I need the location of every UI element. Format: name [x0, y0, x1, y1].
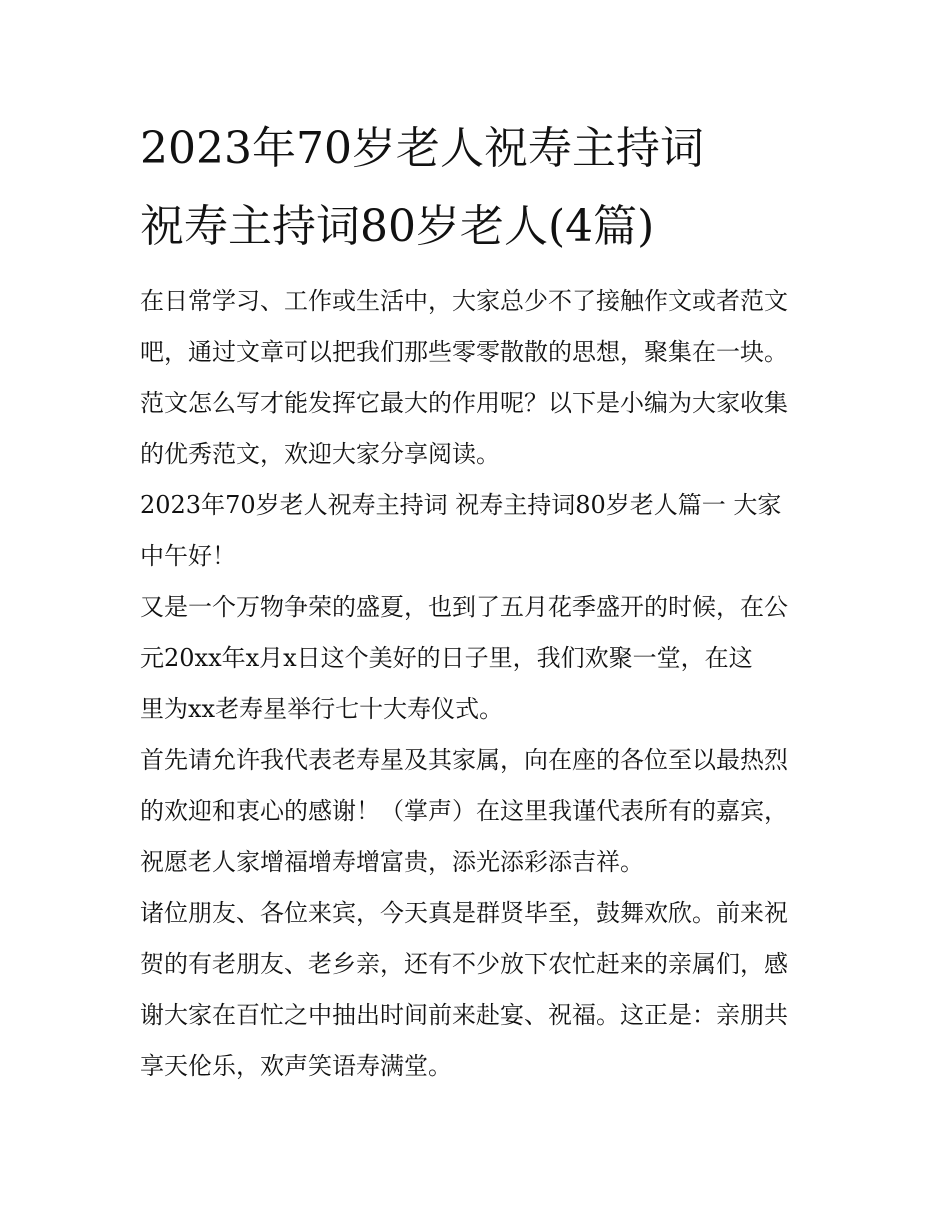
- text-line: 在日常学习、工作或生活中，大家总少不了接触作文或者范文: [140, 287, 788, 315]
- text-line: 的欢迎和衷心的感谢！（掌声）在这里我谨代表所有的嘉宾，: [140, 797, 788, 825]
- text-line: 中午好！: [140, 542, 236, 570]
- text-line: 祝愿老人家增福增寿增富贵，添光添彩添吉祥。: [140, 848, 644, 876]
- text-line: 又是一个万物争荣的盛夏，也到了五月花季盛开的时候，在公: [140, 593, 788, 621]
- paragraph-section-heading: [140, 480, 820, 582]
- document-title: [140, 110, 840, 266]
- text-line: 贺的有老朋友、老乡亲，还有不少放下农忙赶来的亲属们，感: [140, 950, 788, 978]
- text-line: 元20xx年x月x日这个美好的日子里，我们欢聚一堂，在这: [140, 644, 753, 672]
- text-line: 吧，通过文章可以把我们那些零零散散的思想，聚集在一块。: [140, 338, 788, 366]
- text-line: 2023年70岁老人祝寿主持词 祝寿主持词80岁老人篇一 大家: [140, 491, 782, 519]
- title-line: 祝寿主持词80岁老人(4篇): [140, 201, 655, 252]
- paragraph-opening: [140, 582, 820, 735]
- paragraph-guests: [140, 888, 820, 1092]
- title-line: 2023年70岁老人祝寿主持词: [140, 123, 704, 174]
- text-line: 首先请允许我代表老寿星及其家属，向在座的各位至以最热烈: [140, 746, 788, 774]
- text-line: 享天伦乐，欢声笑语寿满堂。: [140, 1052, 452, 1080]
- document-body: [140, 276, 820, 1092]
- paragraph-intro: [140, 276, 820, 480]
- text-line: 里为xx老寿星举行七十大寿仪式。: [140, 695, 504, 723]
- paragraph-welcome: [140, 735, 820, 888]
- text-line: 的优秀范文，欢迎大家分享阅读。: [140, 440, 500, 468]
- text-line: 范文怎么写才能发挥它最大的作用呢？以下是小编为大家收集: [140, 389, 788, 417]
- text-line: 谢大家在百忙之中抽出时间前来赴宴、祝福。这正是：亲朋共: [140, 1001, 788, 1029]
- text-line: 诸位朋友、各位来宾，今天真是群贤毕至，鼓舞欢欣。前来祝: [140, 899, 788, 927]
